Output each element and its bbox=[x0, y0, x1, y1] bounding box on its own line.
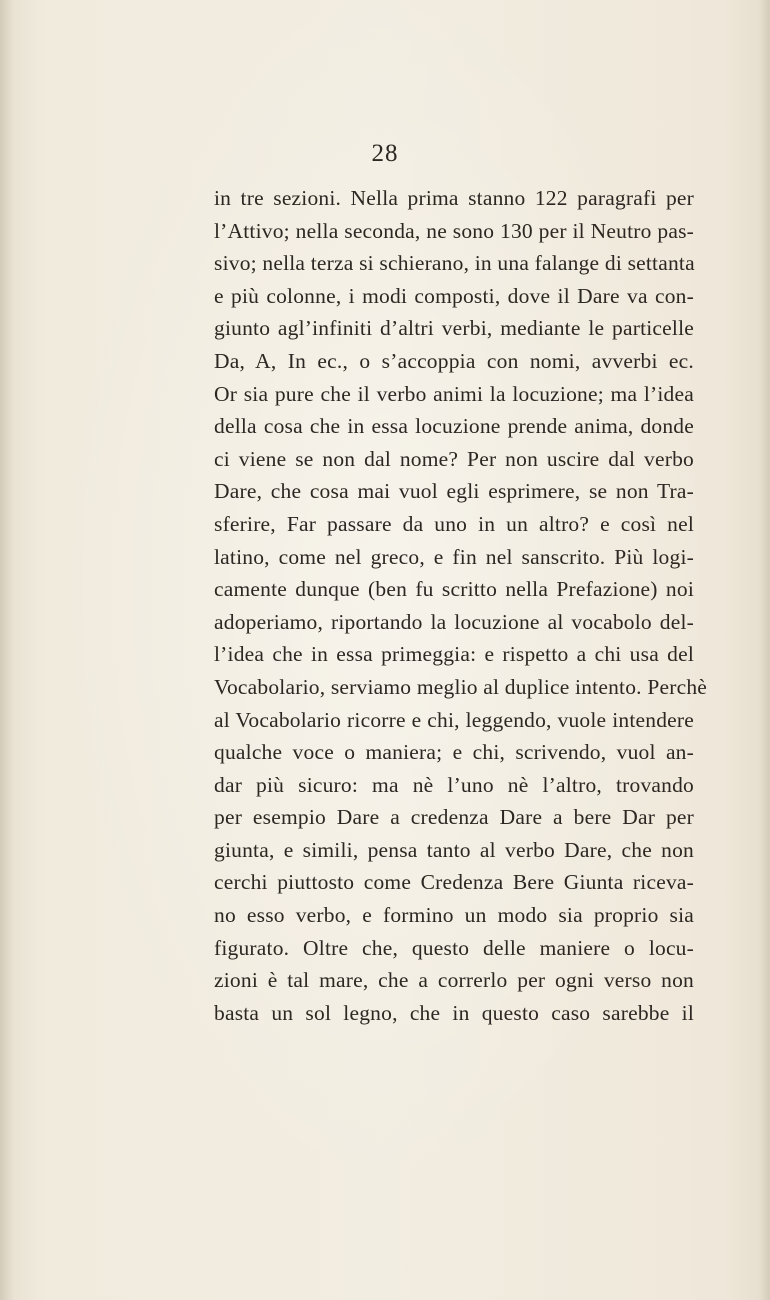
text-line: no esso verbo, e formino un modo sia proprio sia bbox=[214, 903, 694, 928]
text-line: per esempio Dare a credenza Dare a bere Dar per bbox=[214, 805, 694, 830]
text-line: cerchi piuttosto come Credenza Bere Giunta riceva- bbox=[214, 870, 694, 895]
page-number: 28 bbox=[371, 140, 399, 167]
text-line: l’idea che in essa primeggia: e rispetto a chi usa del bbox=[214, 642, 694, 667]
text-line: qualche voce o maniera; e chi, scrivendo, vuol an- bbox=[214, 740, 694, 765]
text-line: ci viene se non dal nome? Per non uscire dal verbo bbox=[214, 446, 694, 471]
text-line: Or sia pure che il verbo animi la locuzione; ma l’idea bbox=[214, 381, 694, 406]
text-line: l’Attivo; nella seconda, ne sono 130 per il Neutro pas- bbox=[214, 218, 694, 243]
text-line: dar più sicuro: ma nè l’uno nè l’altro, trovando bbox=[214, 772, 694, 797]
text-line: figurato. Oltre che, questo delle maniere o locu- bbox=[214, 935, 694, 960]
text-line: sivo; nella terza si schierano, in una falange di settanta bbox=[214, 251, 695, 276]
text-line: della cosa che in essa locuzione prende anima, donde bbox=[214, 414, 694, 439]
text-line: Dare, che cosa mai vuol egli esprimere, se non Tra- bbox=[214, 479, 694, 504]
text-line: adoperiamo, riportando la locuzione al vocabolo del- bbox=[214, 609, 694, 634]
text-line: sferire, Far passare da uno in un altro? e così nel bbox=[214, 511, 694, 536]
text-line: e più colonne, i modi composti, dove il Dare va con- bbox=[214, 283, 694, 308]
text-line: basta un sol legno, che in questo caso sarebbe il bbox=[214, 1000, 694, 1025]
body-text bbox=[214, 182, 708, 1029]
text-line: Vocabolario, serviamo meglio al duplice intento. Perchè bbox=[214, 674, 708, 699]
page-edge-shadow bbox=[760, 0, 770, 1300]
text-line: giunto agl’infiniti d’altri verbi, mediante le particelle bbox=[214, 316, 694, 341]
page-fold-shadow bbox=[0, 0, 14, 1300]
text-line: al Vocabolario ricorre e chi, leggendo, vuole intendere bbox=[214, 707, 694, 732]
text-line: zioni è tal mare, che a correrlo per ogni verso non bbox=[214, 968, 694, 993]
text-line: in tre sezioni. Nella prima stanno 122 paragrafi per bbox=[214, 186, 694, 210]
text-line: latino, come nel greco, e fin nel sanscrito. Più logi- bbox=[214, 544, 694, 569]
text-line: giunta, e simili, pensa tanto al verbo Dare, che non bbox=[214, 837, 694, 862]
text-line: Da, A, In ec., o s’accoppia con nomi, avverbi ec. bbox=[214, 348, 694, 373]
text-line: camente dunque (ben fu scritto nella Prefazione) noi bbox=[214, 577, 694, 602]
